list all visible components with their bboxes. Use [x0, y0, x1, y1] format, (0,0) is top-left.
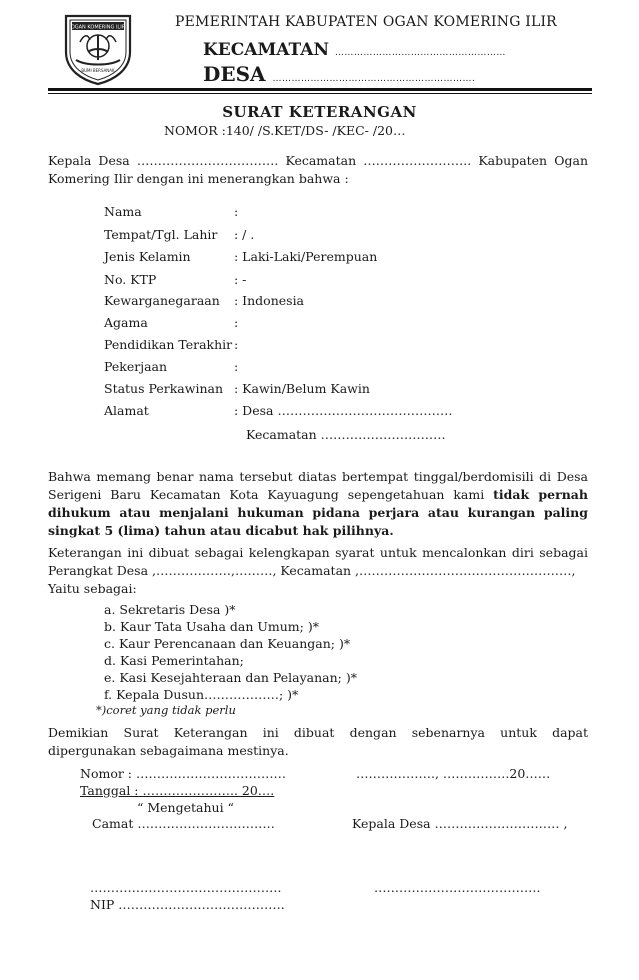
statement-bold: tidak pernah dihukum atau menjalani hukuman pidana perjara atau kurangan paling singkat 5 (lima) tahun atau dicabut hak pilihnya.: [48, 487, 588, 538]
field-value: : Indonesia: [234, 293, 305, 308]
position-option: b. Kaur Tata Usaha dan Umum; )*: [104, 619, 319, 634]
field-value: : Kawin/Belum Kawin: [234, 381, 370, 396]
field-label: Alamat: [104, 403, 149, 418]
position-option: a. Sekretaris Desa )*: [104, 602, 236, 617]
field-value: : Laki-Laki/Perempuan: [234, 249, 378, 264]
document-title: SURAT KETERANGAN: [222, 103, 417, 121]
field-value: :: [234, 359, 239, 374]
desa-label: DESA: [203, 62, 266, 86]
position-option: d. Kasi Pemerintahan;: [104, 653, 244, 668]
sig-camat-line: ……………………………………….: [90, 880, 282, 895]
field-label: Nama: [104, 204, 142, 219]
field-label: Pendidikan Terakhir: [104, 337, 233, 352]
document-number: NOMOR :140/ /S.KET/DS- /KEC- /20…: [164, 123, 406, 138]
gov-heading: PEMERINTAH KABUPATEN OGAN KOMERING ILIR: [175, 14, 557, 30]
field-value: : / .: [234, 227, 255, 242]
sig-mengetahui: “ Mengetahui “: [137, 800, 234, 815]
sig-camat: Camat ……………………………: [92, 816, 275, 831]
field-value: :: [234, 315, 239, 330]
position-option: e. Kasi Kesejahteraan dan Pelayanan; )*: [104, 670, 357, 685]
sig-nip: NIP ………………………………….: [90, 897, 285, 912]
intro-paragraph: Kepala Desa ……………………………. Kecamatan …………………….. Kabupaten Ogan Komering Ilir dengan ini menerangkan bahwa :: [48, 153, 588, 186]
position-option: f. Kepala Dusun………………; )*: [104, 687, 299, 702]
statement-normal: Bahwa memang benar nama tersebut diatas bertempat tinggal/berdomisili di Desa Serigeni Baru Kecamatan Kota Kayuagung sepengetahuan kami: [48, 469, 588, 502]
field-label: Tempat/Tgl. Lahir: [104, 227, 218, 242]
sig-kepala-desa: Kepala Desa ………………………… ,: [352, 816, 568, 831]
field-value: : Desa ……………………………………: [234, 403, 453, 418]
purpose-subtitle: Yaitu sebagai:: [48, 581, 137, 596]
closing-paragraph: Demikian Surat Keterangan ini dibuat dengan sebenarnya untuk dapat dipergunakan sebagaimana mestinya.: [48, 725, 588, 758]
kabupaten-logo: [58, 12, 138, 86]
statement-paragraph: [48, 468, 588, 540]
sig-kades-line: ………………………………….: [374, 880, 541, 895]
field-label: Pekerjaan: [104, 359, 168, 374]
desa-dots: ……………………………………………………….: [272, 74, 476, 84]
kecamatan-label: KECAMATAN: [203, 40, 329, 60]
kecamatan-dots: ………………………………………………: [334, 48, 506, 58]
header-rule-thick: [48, 88, 592, 91]
kecamatan-heading: [203, 40, 506, 60]
field-label: No. KTP: [104, 272, 157, 287]
position-option: c. Kaur Perencanaan dan Keuangan; )*: [104, 636, 351, 651]
desa-heading: [203, 62, 475, 86]
sig-place-date: ………………., …………….20……: [356, 766, 551, 781]
field-label: Status Perkawinan: [104, 381, 224, 396]
purpose-paragraph: Keterangan ini dibuat sebagai kelengkapan syarat untuk mencalonkan diri sebagai Perangkat Desa ,………………,………, Kecamatan ,……………………………………………,: [48, 545, 588, 578]
sig-tanggal: Tanggal : ………………….. 20….: [80, 783, 275, 798]
logo-text-top: OGAN KOMERING ILIR: [70, 24, 126, 31]
field-label: Kewarganegaraan: [104, 293, 220, 308]
alamat-kecamatan: Kecamatan …………………………: [246, 427, 446, 442]
field-value: :: [234, 337, 239, 352]
field-value: : -: [234, 272, 247, 287]
field-value: :: [234, 204, 239, 219]
header-rule-thin: [48, 93, 592, 94]
coret-note: *)coret yang tidak perlu: [96, 703, 236, 717]
field-label: Jenis Kelamin: [104, 249, 191, 264]
sig-nomor: Nomor : ………………………………: [80, 766, 286, 781]
field-label: Agama: [104, 315, 148, 330]
logo-text-bottom: BUMI BERSANAK: [81, 68, 115, 73]
